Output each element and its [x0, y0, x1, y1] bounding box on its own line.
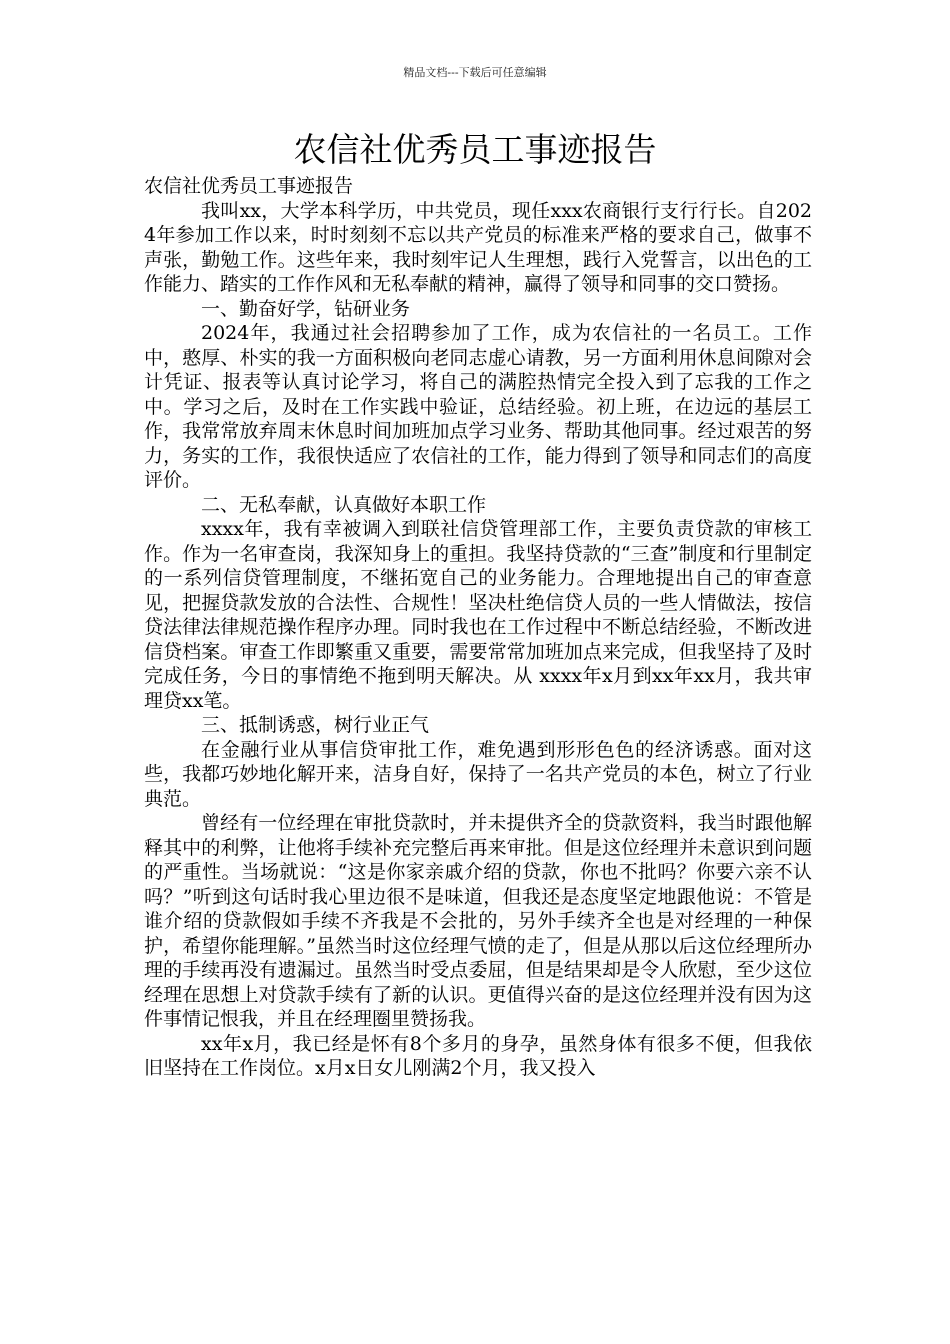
section-1-paragraph: 2024年，我通过社会招聘参加了工作，成为农信社的一名员工。工作中，憨厚、朴实的我一方面积极向老同志虚心请教，另一方面利用休息间隙对会计凭证、报表等认真讨论学习，将自己的满腔热情完全投入到了忘我的工作之中。学习之后，及时在工作实践中验证，总结经验。初上班，在边远的基层工作，我常常放弃周末休息时间加班加点学习业务、帮助其他同事。经过艰苦的努力，务实的工作，我很快适应了农信社的工作，能力得到了领导和同志们的高度评价。 [144, 322, 812, 491]
section-3-paragraph-2: 曾经有一位经理在审批贷款时，并未提供齐全的贷款资料，我当时跟他解释其中的利弊，让他将手续补充完整后再来审批。但是这位经理并未意识到问题的严重性。当场就说：“这是你家亲戚介绍的贷款，你也不批吗？你要六亲不认吗？”听到这句话时我心里边很不是味道，但我还是态度坚定地跟他说：不管是谁介绍的贷款假如手续不齐我是不会批的，另外手续齐全也是对经理的一种保护，希望你能理解。”虽然当时这位经理气愤的走了，但是从那以后这位经理所办理的手续再没有遗漏过。虽然当时受点委屈，但是结果却是令人欣慰，至少这位经理在思想上对贷款手续有了新的认识。更值得兴奋的是这位经理并没有因为这件事情记恨我，并且在经理圈里赞扬我。 [144, 812, 812, 1030]
page-header-note: 精品文档---下载后可任意编辑 [403, 66, 547, 79]
section-heading-1: 一、勤奋好学，钻研业务 [201, 297, 411, 320]
intro-paragraph: 我叫xx，大学本科学历，中共党员，现任xxx农商银行支行行长。自2024年参加工作以来，时时刻刻不忘以共产党员的标准来严格的要求自己，做事不声张，勤勉工作。这些年来，我时刻牢记人生理想，践行入党誓言，以出色的工作能力、踏实的工作作风和无私奉献的精神，赢得了领导和同事的交口赞扬。 [144, 199, 812, 295]
subtitle-paragraph: 农信社优秀员工事迹报告 [144, 175, 354, 197]
section-heading-3: 三、抵制诱惑，树行业正气 [201, 714, 430, 736]
section-3-paragraph-3: xx年x月，我已经是怀有8个多月的身孕，虽然身体有很多不便，但我依旧坚持在工作岗位。x月x日女儿刚满2个月，我又投入 [144, 1032, 812, 1079]
section-3-paragraph-1: 在金融行业从事信贷审批工作，难免遇到形形色色的经济诱惑。面对这些，我都巧妙地化解开来，洁身自好，保持了一名共产党员的本色，树立了行业典范。 [144, 738, 812, 810]
document-body [144, 174, 812, 1081]
document-title: 农信社优秀员工事迹报告 [293, 130, 657, 169]
section-heading-2: 二、无私奉献，认真做好本职工作 [201, 493, 487, 516]
section-2-paragraph: xxxx年，我有幸被调入到联社信贷管理部工作，主要负责贷款的审核工作。作为一名审查岗，我深知身上的重担。我坚持贷款的“三查”制度和行里制定的一系列信贷管理制度，不继拓宽自己的业务能力。合理地提出自己的审查意见，把握贷款发放的合法性、合规性！坚决杜绝信贷人员的一些人情做法，按信贷法律法律规范操作程序办理。同时我也在工作过程中不断总结经验，不断改进信贷档案。审查工作即繁重又重要，需要常常加班加点来完成，但我坚持了及时完成任务，今日的事情绝不拖到明天解决。从 xxxx年x月到xx年xx月，我共审理贷xx笔。 [144, 518, 812, 712]
